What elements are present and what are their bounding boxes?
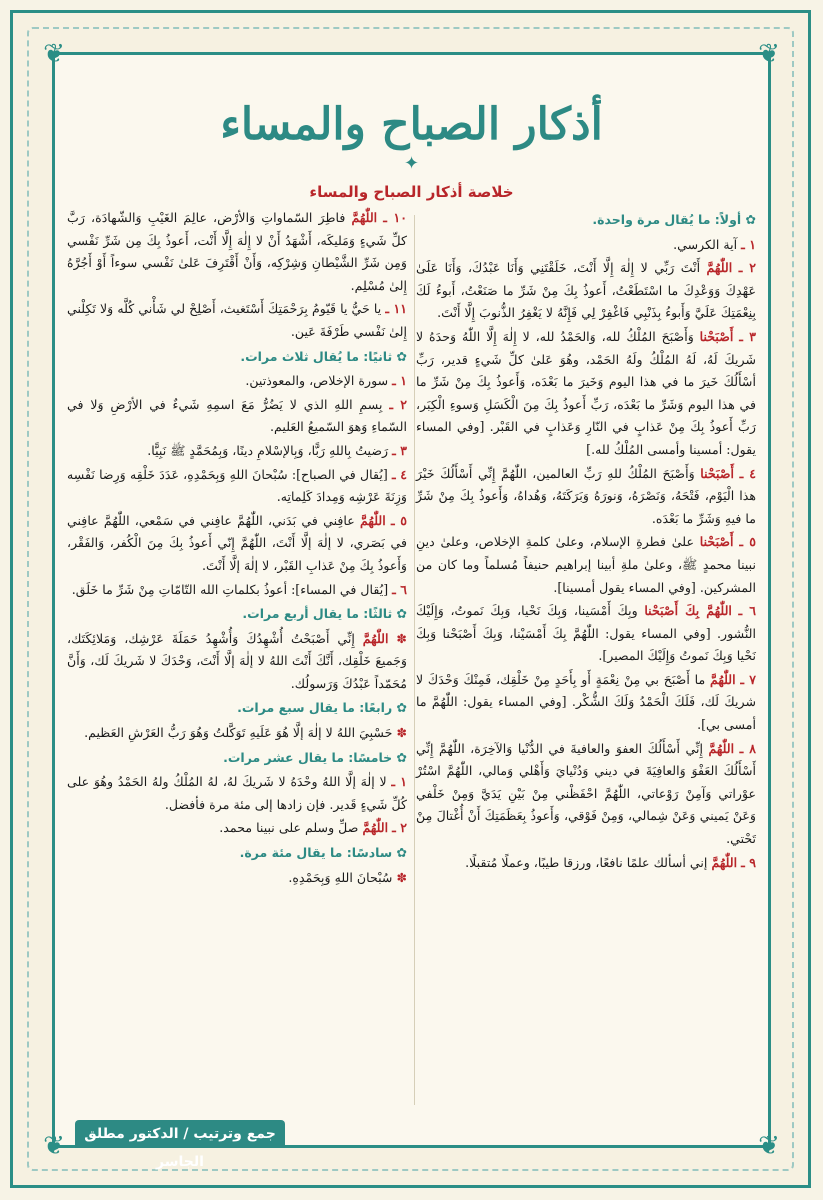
corner-ornament-icon: ❦ bbox=[43, 39, 65, 69]
header bbox=[55, 95, 768, 174]
flower-icon: ✿ bbox=[392, 606, 407, 622]
asterisk-icon: ✽ bbox=[392, 725, 407, 741]
list-item: ٤ ـ أَصْبَحْنا وَأَصْبَحَ المُلْكُ للهِ رَبِّ العالمين، اللّٰهُمَّ إِنِّي أَسْأَلُكَ خَيْرَ هذا الْيَوْم، فَتْحَهُ، وَنَصْرَهُ، وَنورَهُ وَبَرَكَتَهُ، وَهُداهُ، وَأَعوذُ بِكَ مِنْ شَرِّ ما فيهِ وَشَرِّ ما بَعْدَه. bbox=[416, 465, 756, 526]
page-title: أذكار الصباح والمساء bbox=[220, 99, 603, 150]
list-item: ٨ ـ اللّٰهُمَّ إِنِّي أَسْأَلُكَ العفوَ والعافيةَ في الدُّنْيا وَالآخِرَة، اللّٰهُمَّ إِنِّي أَسْأَلُكَ العَفْوَ وَالعافِيَةَ في ديني وَدُنْيايَ وَأَهْلي وَمالي، اللّٰهُمَّ اسْتُرْ عوْراتي وَآمِنْ رَوْعاتي، اللّٰهُمَّ احْفَظْني مِنْ بَيْنِ يَدَيَّ وَمِنْ خَلْفي وَعَنْ يَميني وَعَنْ شِمالي، وَمِنْ فَوْقي، وَأَعوذُ بِعَظَمَتِكَ أَنْ أُغْتالَ مِنْ تَحْتي. bbox=[416, 740, 756, 847]
list-item: ٣ ـ رَضيتُ بِاللهِ رَبًّا، وَبِالإسْلامِ دينًا، وَبِمُحَمَّدٍ ﷺ نَبِيًّا. bbox=[147, 442, 407, 458]
list-item: ١٠ ـ اللّٰهُمَّ فاطِرَ السّماواتِ وَالأرْض، عالِمَ الغَيْبِ وَالشّهادَة، رَبَّ كلِّ شَيءٍ وَمَليكَه، أَشْهَدُ أَنْ لا إِلٰهَ إِلَّا أَنْت، أَعوذُ بِكَ مِن شَرِّ نَفْسي وَمِن شَرِّ الشَّيْطانِ وَشِرْكِه، وَأَنْ أَقْتَرِفَ عَلىٰ نَفْسي سوءاً أَوْ أَجُرَّهُ إِلىٰ مُسْلِم. bbox=[67, 210, 407, 293]
flower-icon: ✿ bbox=[392, 845, 407, 861]
flower-icon: ✿ bbox=[741, 212, 756, 227]
list-item: ٢ ـ بِسمِ اللهِ الذي لا يَضُرُّ مَعَ اسمِهِ شَيءٌ في الأرْضِ وَلا في السّماءِ وَهوَ السّميعُ العَليم. bbox=[67, 396, 407, 435]
list-item: ٢ ـ اللّٰهُمَّ أَنْتَ رَبِّي لا إِلٰهَ إِلَّا أَنْتَ، خَلَقْتَنِي وَأَنَا عَبْدُكَ، وَأَنَا عَلَىٰ عَهْدِكَ وَوَعْدِكَ ما اسْتَطَعْتُ، أَعوذُ بِكَ مِنْ شَرِّ ما صَنَعْتُ، أَبوءُ لَكَ بِنِعْمَتِكَ عَلَيَّ وَأَبوءُ بِذَنْبِي فَاغْفِرْ لِي فَإِنَّهُ لا يَغْفِرُ الذُّنوبَ إِلَّا أَنْتَ. bbox=[416, 260, 756, 321]
corner-ornament-icon: ❦ bbox=[758, 1131, 780, 1161]
section-heading: ✿ ثالثًا: ما يقال أربع مرات. bbox=[242, 606, 407, 622]
flower-icon: ✿ bbox=[392, 700, 407, 716]
section-heading: ✿ سادسًا: ما يقال مئة مرة. bbox=[239, 845, 407, 861]
section-heading: ✿ أولاً: ما يُقال مرة واحدة. bbox=[592, 212, 756, 227]
list-item: ١١ ـ يا حَيُّ يا قَيّومُ بِرَحْمَتِكَ أَسْتَغيث، أَصْلِحْ لي شَأْني كُلَّه وَلا تَكِلْني إِلىٰ نَفْسي طَرْفَةَ عَين. bbox=[67, 301, 407, 339]
list-item: ١ ـ لا إلٰهَ إلَّا اللهُ وحْدَهُ لا شَريكَ لهُ، لهُ المُلْكُ ولهُ الحَمْدُ وهُوَ على كُلِّ شَيءٍ قَدير. فإن زادها إلى مئة مرة فأفضل. bbox=[67, 774, 407, 812]
page-subtitle: خلاصة أذكار الصباح والمساء bbox=[309, 183, 514, 201]
flower-icon: ✿ bbox=[392, 348, 407, 364]
list-item: ١ ـ سورة الإخلاص، والمعوذتين. bbox=[245, 373, 407, 389]
corner-ornament-icon: ❦ bbox=[758, 39, 780, 69]
list-item: ✽ حَسْبِيَ اللهُ لا إلٰهَ إلَّا هُوَ عَلَيهِ تَوَكَّلتُ وَهُوَ رَبُّ العَرْشِ العَظيم. bbox=[84, 725, 407, 741]
column-divider bbox=[414, 215, 415, 1105]
asterisk-icon: ✽ bbox=[392, 869, 407, 885]
section-heading: ✿ رابعًا: ما يقال سبع مرات. bbox=[237, 700, 407, 716]
asterisk-icon: ✽ bbox=[388, 630, 407, 646]
list-item: ٩ ـ اللّٰهُمَّ إني أسألك علمًا نافعًا، ورزقا طيبًا، وعملًا مُتقبلًا. bbox=[465, 854, 756, 870]
section-heading: ✿ ثانيًا: ما يُقال ثلاث مرات. bbox=[240, 348, 407, 364]
right-column bbox=[416, 207, 756, 875]
flower-icon: ✿ bbox=[392, 749, 407, 765]
list-item: ٧ ـ اللّٰهُمَّ ما أَصْبَحَ بي مِنْ نِعْمَةٍ أَو بِأَحَدٍ مِنْ خَلْقِك، فَمِنْكَ وَحْدَكَ لا شريكَ لَك، فَلَكَ الْحَمْدُ وَلَكَ الشُّكْر. [وفي المساء يقول: اللّٰهُمَّ ما أمسى بي]. bbox=[416, 671, 756, 733]
list-item: ١ ـ آية الكرسي. bbox=[673, 236, 756, 252]
star-ornament-icon: ✦ bbox=[403, 153, 420, 174]
list-item: ٤ ـ [يُقال في الصباح]: سُبْحانَ اللهِ وَبِحَمْدِهِ، عَدَدَ خَلْقِه وَرِضا نَفْسِه وَزِنَةَ عَرْشِه وَمِدادَ كَلِماتِه. bbox=[67, 466, 407, 505]
list-item: ٥ ـ اللّٰهُمَّ عافِني في بَدَني، اللّٰهُمَّ عافِني في سَمْعي، اللّٰهُمَّ عافِني في بَصَري، لا إلٰهَ إلَّا أَنْتَ، اللّٰهُمَّ إِنّي أَعوذُ بِكَ مِنَ الْكُفر، وَالفَقْر، وَأَعوذُ بِكَ مِنْ عَذابِ القَبْر، لا إلٰهَ إلَّا أَنْتَ. bbox=[67, 512, 407, 573]
footer-credit: جمع وترتيب / الدكتور مطلق الجاسر bbox=[75, 1120, 285, 1148]
list-item: ٣ ـ أَصْبَحْنا وَأَصْبَحَ المُلْكُ لله، وَالحَمْدُ لله، لا إِلٰهَ إِلَّا اللّٰهُ وَحدَهُ لا شَريكَ لَهُ، لَهُ المُلْكُ ولَهُ الحَمْد، وهُوَ عَلىٰ كلِّ شَيءٍ قدير، رَبِّ أسْأَلُكَ خَيرَ ما في هذا اليوم وَخَيرَ ما بَعْدَه، وَأَعوذُ بِكَ مِنْ شَرِّ ما في هذا اليوم وَشَرِّ ما بَعْدَه، رَبِّ أَعوذُ بِكَ مِنَ الْكَسَلِ وَسوءِ الْكِبَر، رَبِّ أَعوذُ بِكَ مِنْ عَذابٍ في النّارِ وَعَذابٍ في القَبْر. [وفي المساء يقول: أمسينا وأمسى المُلْكُ لله.] bbox=[416, 328, 756, 457]
list-item: ٦ ـ اللّٰهُمَّ بِكَ أَصْبَحْنا وبِكَ أَمْسَينا، وَبِكَ نَحْيا، وَبِكَ نَموتُ، وَإِلَيْكَ النُّشور. [وفي المساء يقول: اللّٰهُمَّ بِكَ أَمْسَيْنا، وَبِكَ أَصْبَحْنا وَبِكَ نَحْيا وَبِكَ نَموتُ وَإِلَيْكَ المصير]. bbox=[416, 603, 756, 664]
corner-ornament-icon: ❦ bbox=[43, 1131, 65, 1161]
list-item: ٥ ـ أَصْبَحْنا علىٰ فطرةِ الإسلام، وعلىٰ كلمةِ الإخلاص، وعلىٰ دينِ نبينا محمدٍ ﷺ، وعلىٰ ملةِ أبينا إبراهيم حنيفاً مُسلماً وما كان من المشركين. [وفي المساء يقول أمسينا]. bbox=[416, 534, 757, 595]
content-frame bbox=[43, 39, 780, 1170]
list-item: ✽ سُبْحانَ اللهِ وَبِحَمْدِهِ. bbox=[288, 869, 407, 885]
list-item: ✽ اللّٰهُمَّ إِنِّي أَصْبَحْتُ أُشْهِدُكَ وَأُشْهِدُ حَمَلَةَ عَرْشِك، وَمَلائِكَتَك، وَجَميعَ خَلْقِك، أَنَّكَ أَنْتَ اللهُ لا إلٰهَ إلَّا أَنْتَ، وَحْدَكَ لا شَريكَ لَك، وَأَنَّ مُحَمّداً عَبْدُكَ وَرَسولُك. bbox=[67, 630, 407, 691]
section-heading: ✿ خامسًا: ما يقال عشر مرات. bbox=[223, 749, 407, 765]
list-item: ٢ ـ اللّٰهُمَّ صلِّ وسلم على نبينا محمد. bbox=[219, 820, 407, 836]
left-column bbox=[67, 207, 407, 890]
list-item: ٦ ـ [يُقال في المساء]: أعوذُ بكلماتِ الله التّامّاتِ مِنْ شَرِّ ما خَلَق. bbox=[71, 581, 407, 597]
